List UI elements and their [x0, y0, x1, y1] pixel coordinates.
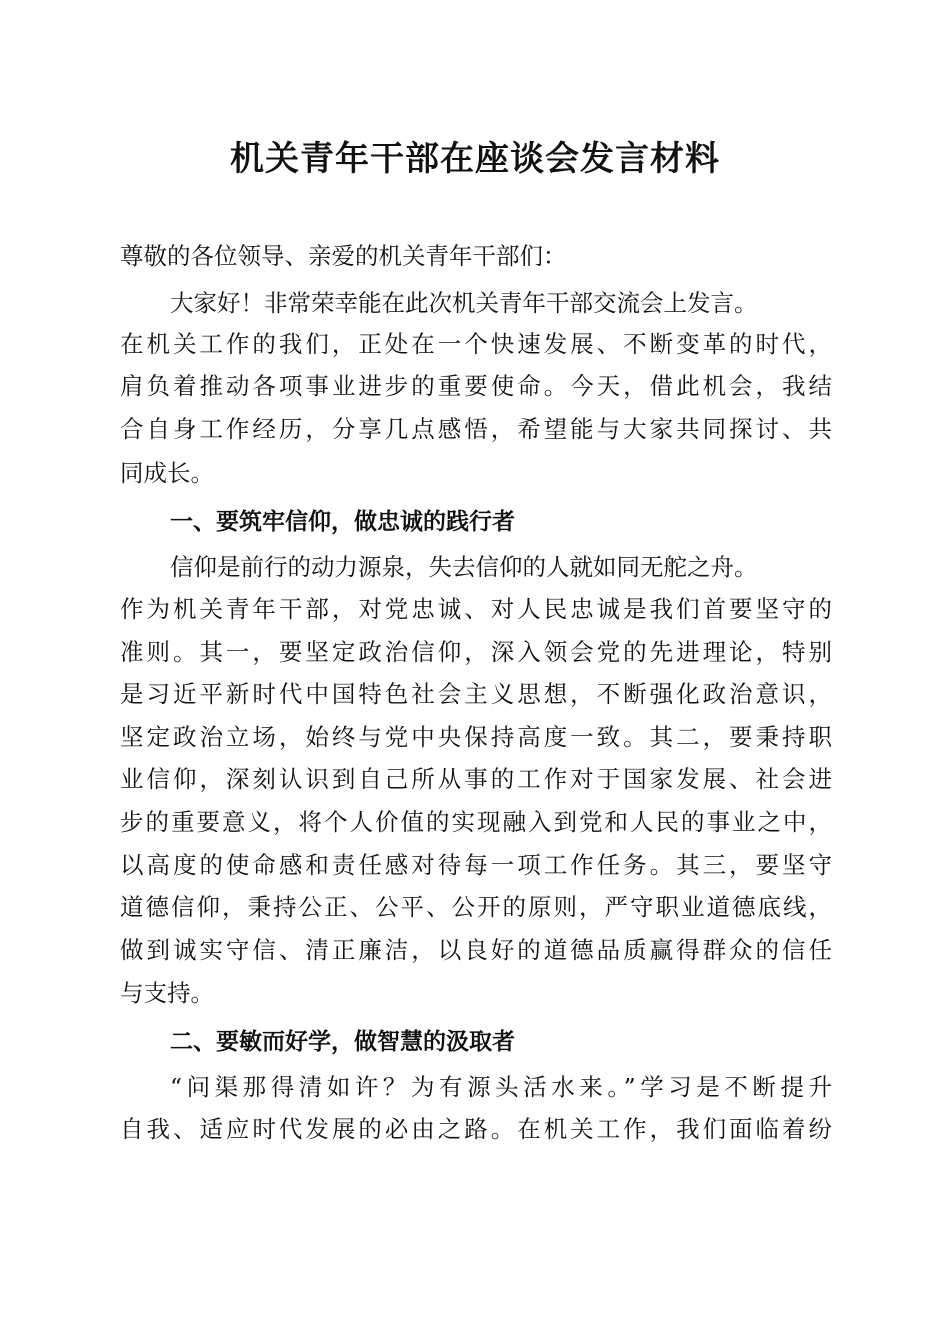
paragraph-line: 大家好！非常荣幸能在此次机关青年干部交流会上发言。	[170, 289, 758, 317]
paragraph-line: 同成长。	[120, 459, 214, 487]
paragraph-line: 肩负着推动各项事业进步的重要使命。今天，借此机会，我结	[120, 372, 832, 400]
paragraph-line: “问渠那得清如许？为有源头活水来。”学习是不断提升	[170, 1073, 832, 1101]
paragraph-line: 业信仰，深刻认识到自己所从事的工作对于国家发展、社会进	[120, 765, 832, 793]
salutation: 尊敬的各位领导、亲爱的机关青年干部们：	[120, 242, 567, 270]
section-heading-2: 二、要敏而好学，做智慧的汲取者	[170, 1029, 515, 1055]
paragraph-line: 作为机关青年干部，对党忠诚、对人民忠诚是我们首要坚守的	[120, 595, 832, 623]
paragraph-line: 做到诚实守信、清正廉洁，以良好的道德品质赢得群众的信任	[120, 936, 832, 964]
section-heading-1: 一、要筑牢信仰，做忠诚的践行者	[170, 509, 515, 535]
paragraph-line: 坚定政治立场，始终与党中央保持高度一致。其二，要秉持职	[120, 723, 832, 751]
paragraph-line: 在机关工作的我们，正处在一个快速发展、不断变革的时代，	[120, 330, 832, 358]
paragraph-line: 以高度的使命感和责任感对待每一项工作任务。其三，要坚守	[120, 851, 832, 879]
paragraph-line: 合自身工作经历，分享几点感悟，希望能与大家共同探讨、共	[120, 415, 832, 443]
paragraph-line: 与支持。	[120, 979, 214, 1007]
paragraph-line: 步的重要意义，将个人价值的实现融入到党和人民的事业之中，	[120, 808, 832, 836]
document-title: 机关青年干部在座谈会发言材料	[230, 139, 720, 179]
paragraph-line: 是习近平新时代中国特色社会主义思想，不断强化政治意识，	[120, 680, 832, 708]
paragraph-line: 道德信仰，秉持公正、公平、公开的原则，严守职业道德底线，	[120, 893, 832, 921]
paragraph-line: 准则。其一，要坚定政治信仰，深入领会党的先进理论，特别	[120, 638, 832, 666]
paragraph-line: 信仰是前行的动力源泉，失去信仰的人就如同无舵之舟。	[170, 553, 758, 581]
paragraph-line: 自我、适应时代发展的必由之路。在机关工作，我们面临着纷	[120, 1115, 832, 1143]
